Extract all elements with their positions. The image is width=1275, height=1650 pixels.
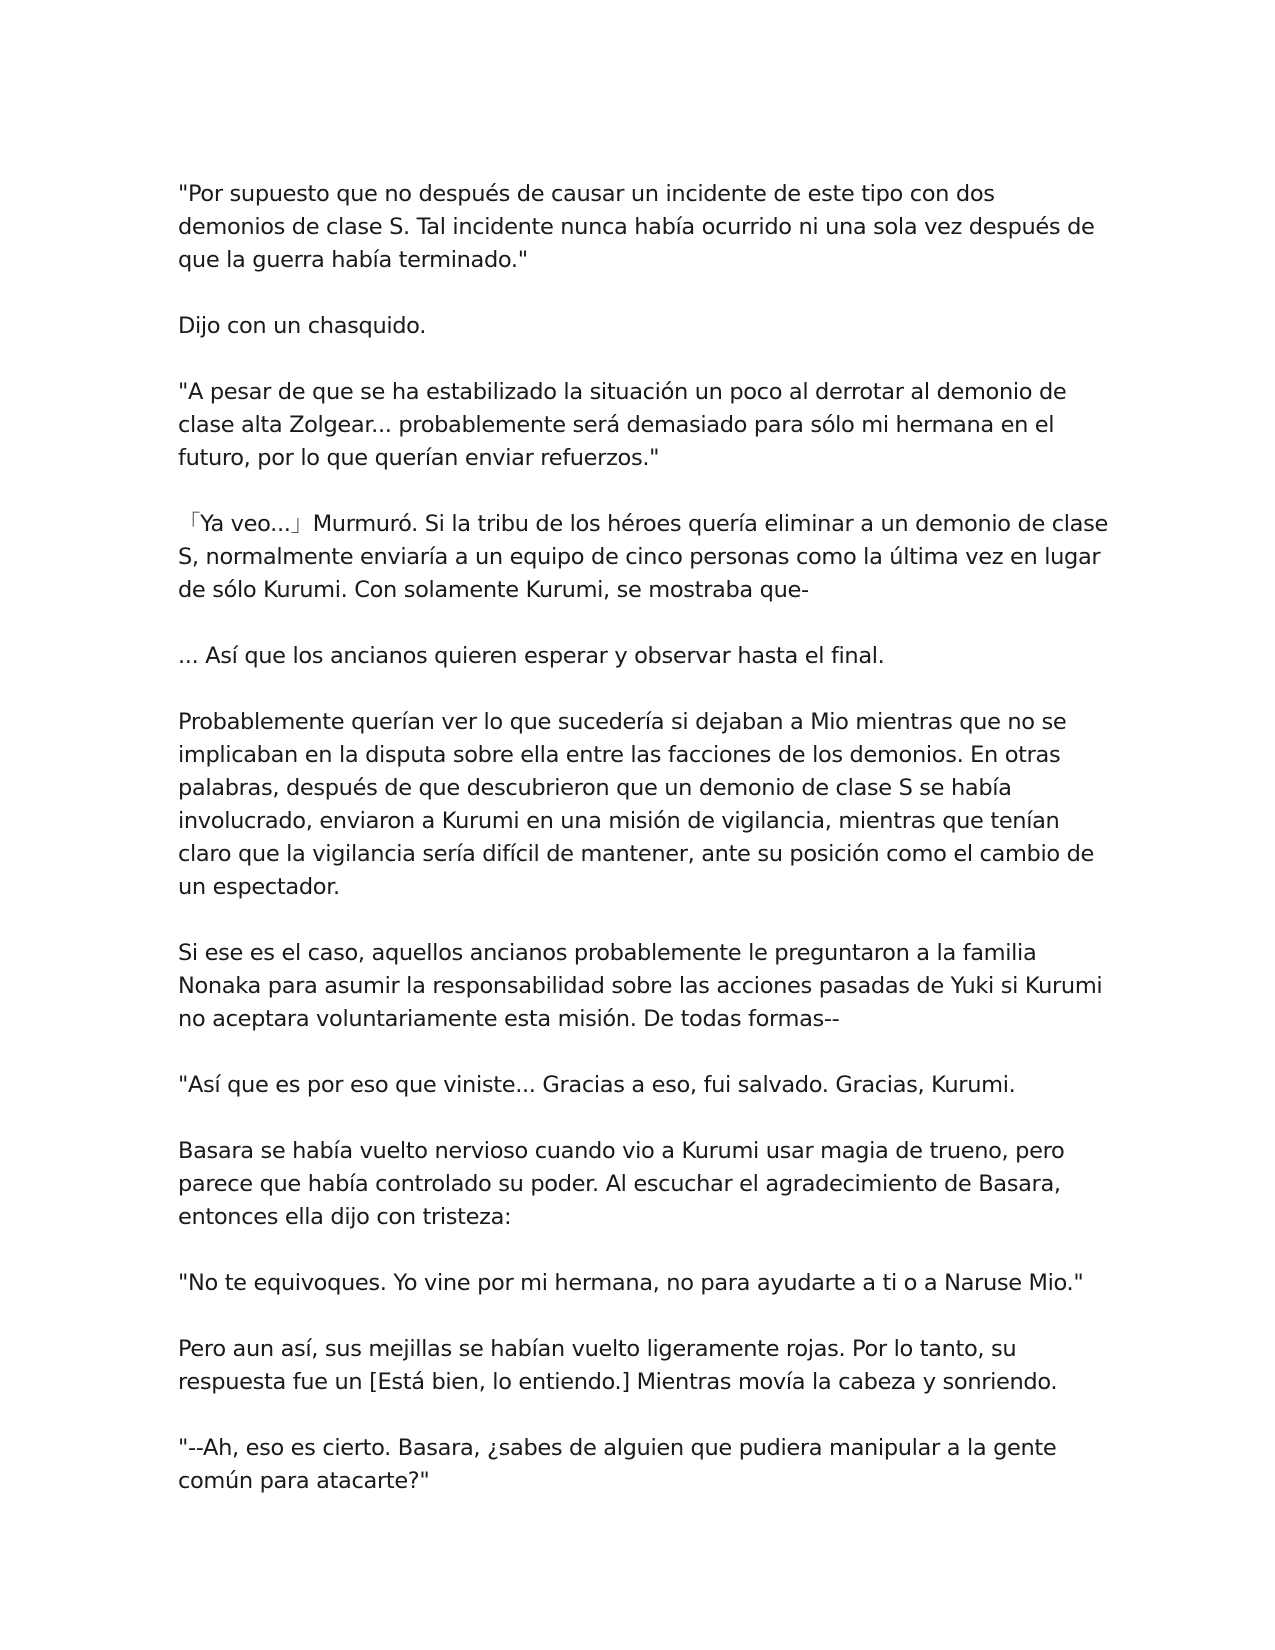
- paragraph: "A pesar de que se ha estabilizado la situación un poco al derrotar al demonio de clase alta Zolgear... probablemente será demasiado para sólo mi hermana en el futuro, por lo que querían enviar refuerzos.": [178, 379, 1067, 471]
- paragraph: Dijo con un chasquido.: [178, 313, 427, 339]
- paragraph: 「Ya veo...」Murmuró. Si la tribu de los héroes quería eliminar a un demonio de clase S, normalmente enviaría a un equipo de cinco personas como la última vez en lugar de sólo Kurumi. Con solamente Kurumi, se mostraba que-: [178, 511, 1108, 603]
- document-body: [178, 178, 1108, 1531]
- paragraph: ... Así que los ancianos quieren esperar y observar hasta el final.: [178, 643, 885, 669]
- paragraph: "--Ah, eso es cierto. Basara, ¿sabes de alguien que pudiera manipular a la gente común para atacarte?": [178, 1435, 1057, 1494]
- paragraph: Probablemente querían ver lo que sucedería si dejaban a Mio mientras que no se implicaban en la disputa sobre ella entre las facciones de los demonios. En otras palabras, después de que descubrieron que un demonio de clase S se había involucrado, enviaron a Kurumi en una misión de vigilancia, mientras que tenían claro que la vigilancia sería difícil de mantener, ante su posición como el cambio de un espectador.: [178, 709, 1095, 900]
- paragraph: Basara se había vuelto nervioso cuando vio a Kurumi usar magia de trueno, pero parece que había controlado su poder. Al escuchar el agradecimiento de Basara, entonces ella dijo con tristeza:: [178, 1138, 1065, 1230]
- paragraph: Si ese es el caso, aquellos ancianos probablemente le preguntaron a la familia Nonaka para asumir la responsabilidad sobre las acciones pasadas de Yuki si Kurumi no aceptara voluntariamente esta misión. De todas formas--: [178, 940, 1103, 1032]
- paragraph: "Así que es por eso que viniste... Gracias a eso, fui salvado. Gracias, Kurumi.: [178, 1072, 1016, 1098]
- paragraph: Pero aun así, sus mejillas se habían vuelto ligeramente rojas. Por lo tanto, su respuesta fue un [Está bien, lo entiendo.] Mientras movía la cabeza y sonriendo.: [178, 1336, 1058, 1395]
- paragraph: "Por supuesto que no después de causar un incidente de este tipo con dos demonios de clase S. Tal incidente nunca había ocurrido ni una sola vez después de que la guerra había terminado.": [178, 181, 1095, 273]
- paragraph: "No te equivoques. Yo vine por mi hermana, no para ayudarte a ti o a Naruse Mio.": [178, 1270, 1084, 1296]
